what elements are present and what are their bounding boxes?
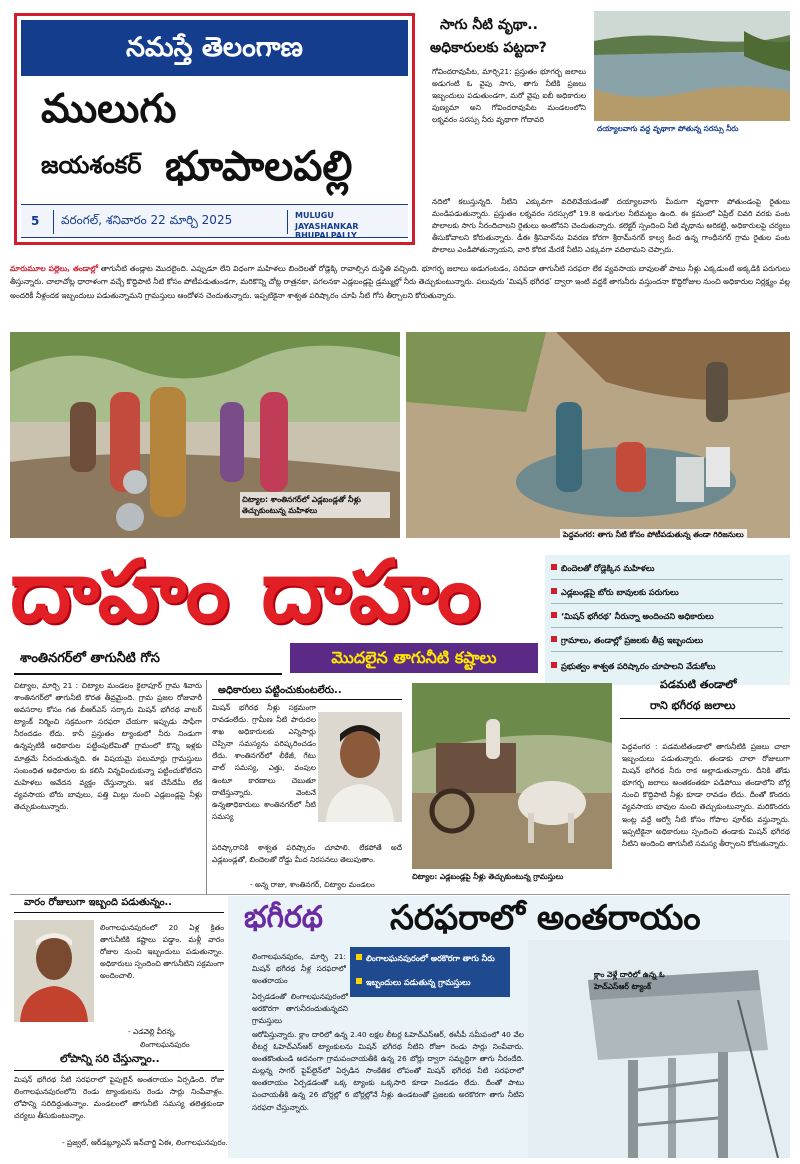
lead-highlight: మారుమూల పల్లెలు, తండాల్లో — [10, 264, 99, 273]
bullet-square-icon — [551, 662, 557, 668]
divider — [53, 210, 54, 234]
divider — [287, 210, 288, 234]
bullet-square-icon — [551, 564, 557, 570]
highlight-item: గ్రామాలు, తండాల్లో ప్రజలకు తీవ్ర ఇబ్బందులు — [551, 635, 703, 647]
highlight-item: లింగాలఘనపురంలో అరకొరగా తాగు నీరు — [356, 953, 495, 965]
dateline-bar — [21, 204, 408, 238]
page-number: 5 — [31, 214, 40, 228]
sub-headline-banner: మొదలైన తాగునీటి కష్టాలు — [290, 643, 538, 673]
divider — [14, 673, 282, 675]
english-district-line1: MULUGU — [295, 211, 334, 220]
english-district-line2: JAYASHANKAR BHUPALPALLY — [295, 222, 359, 240]
week-story-signature: - ఎడవెల్లి వీరన్న, — [128, 1027, 177, 1036]
bottom-story-body-2: ఏర్పడడంతో లింగాలఘనపురంలో అరకొరగా తాగునీరందుతున్నదని గ్రామస్తులు — [252, 992, 348, 1026]
divider — [620, 718, 790, 719]
right-story-body: పెద్దవంగర : పడమటితండాలో తాగునీటికి ప్రజలు చాలా ఇబ్బందులు పడుతున్నారు. తండాకు చాలా రోజులుగా మిషన్ భగీరథ నీరు రాక అల్లాడుతున్నారు. దీనికి తోడు భూగర్భ జలాలు అంతకంతకూ పడిపోయి తండాలోని బోర్ల నుంచి కొద్దిపాటి నీళ్లు కూడా రావడం లేదు. దీంతో కొందరు వ్యవసాయ బావుల నుంచి తెచ్చుకుంటున్నారు. మరికొందరు ఇంట్ల వద్దే ఆర్వో నీటి కోసం గోపాల పూర్‌కు వస్తున్నారు. ఇప్పటికైనా అధికారులు స్పందించి తండాకు మిషన్ భగీరథ నీటిని అందించి తాగునీటి సమస్య తీర్చాలని కోరుతున్నారు. — [622, 742, 790, 848]
officials-story-title: అధికారులు పట్టించుకుంటలేరు.. — [218, 685, 342, 696]
masthead — [14, 13, 415, 245]
water-tank-caption: క్లాం వెళ్లే దారిలో ఉన్న ఓ హెచ్‌ఎస్‌ఆర్ ట్యాంక్ — [594, 970, 665, 991]
bottom-story-title-2: సరఫరాలో అంతరాయం — [390, 898, 701, 938]
bottom-story-highlight-box — [350, 947, 510, 997]
bullock-cart-photo — [412, 683, 612, 869]
top-story-body-1: గోవిందరావుపేట, మార్చి21: ప్రస్తుతం భూగర్భ జలాలు అడుగంటి ఓ వైపు సాగు, తాగు నీటికి ప్రజలు ఇబ్బందులు పడుతుండగా, మరో వైపు ఐబీ అధికారుల పుణ్యమా అని గోవిందరావుపేట మండలంలోని లక్నవరం సరస్సు నీరు వృథాగా గోదావరి — [432, 67, 586, 125]
paper-name: నమస్తే తెలంగాణ — [21, 20, 408, 76]
person-portrait-photo — [318, 712, 402, 822]
officials-story-signature: - అన్న రాజు, శాంతినగర్, చిట్యాల మండలం — [250, 880, 375, 889]
district-name-bhupalpally: భూపాలపల్లి — [165, 142, 353, 190]
lead-body: తాగునీటి తండ్లాట మొదలైంది. ఎప్పుడూ లేని విధంగా మహిళలు బిందెలతో రోడ్లెక్కి రావాల్సిన దుస్థితి వచ్చింది. భూగర్భ జలాలు అడుగంటడం, సరిపడా తాగునీటి సరఫరా లేక వ్యవసాయ బావులతో పాటు నీళ్లు ఎక్కడుంటే అక్కడికి పరుగులు తీస్తున్నారు. చాలాచోట్ల ధారాళంగా వచ్చే కొద్దిపాటి నీటి కోసం పోటీపడుతుండగా, మరికొన్ని చోట్ల రాత్రనకా, పగలనకా ఎడ్లబండ్లపై డ్రమ్ముల్లో నీరు తెచ్చుకుంటున్నారు. పలువురు ‘మిషన్ భగీరథ’ ద్వారా ఇంటి వద్దకే తాగునీరు వస్తుందనా కొద్దిరోజుల నుంచి అధికారుల నిర్లక్ష్యం వల్ల అందరికీ నీళ్లందక ఇబ్బందులు పడుతున్నామని గ్రామస్తులు ఆందోళన చెందుతున్నారు. ఇప్పటికైనా శాశ్వత పరిష్కారం చూపి నీటి గోస తీర్చాలని కోరుతున్నారు. — [10, 264, 790, 300]
section-divider — [10, 894, 790, 895]
right-story-title-2: రాని భగీరథ జలాలు — [650, 699, 736, 712]
bottom-story-body-3: ఆరోపిస్తున్నారు. క్లాం దారిలో ఉన్న 2.40 లక్షల లీటర్ల ఓహెచ్‌ఎస్‌ఆర్, ఈసీపీ సమీపంలో 40 వేల లీటర్ల ఓహెచ్‌ఎస్‌ఆర్ ట్యాంకులను మిషన్ భగీరథ నీటిని రోజూ రెండు సార్లు నింపేవారు. అంతకొంతుండి అదనంగా గ్రామపంచాయతీకి ఉన్న 26 బోర్లు ద్వారా సమృద్ధిగా తాగు నీరందేది. మల్లన్న సాగర్ పైప్‌లైన్‌లో ఏర్పడిన సాంకేతిక లోపంతో మిషన్ భగీరథ నీటి సరఫరాలో అంతరాయం ఏర్పడడంతో ఒక్క ట్యాంకు ఒక్కసారి కూడా నిండడం లేదు. దీంతో పాటు పంచాయతీకి ఉన్న 26 బోర్లల్లో 6 బోర్లల్లోనే నీళ్లు ఉండటంతో ప్రజలకు అరకొరగా తాగు నీటిని సరఫరా చేస్తున్నారు. — [252, 1030, 524, 1112]
right-story-title-1: పడమటి తండాలో — [660, 678, 737, 691]
bullock-cart-caption: చిట్యాల: ఎడ్లబండ్లపై నీళ్లు తెచ్చుకుంటున్న గ్రామస్తులు — [412, 872, 564, 881]
divider — [551, 579, 783, 580]
week-story-body: లింగాలఘనపురంలో 20 ఏళ్ల క్రితం తాగునీటికి కష్టాలు పడ్డాం. మళ్లీ వారం రోజుల నుంచి ఇబ్బందులు పడుతున్నాం. అధికారులు స్పందించి తాగునీటిని సక్రమంగా అందించాలి. — [100, 923, 224, 981]
bottom-story-title-1: భగీరథ — [244, 900, 323, 935]
divider — [14, 912, 224, 913]
river-photo — [594, 11, 790, 121]
bottom-story-body-1: లింగాలఘనపురం, మార్చి 21: మిషన్ భగీరథ నీళ్ల సరఫరాలో అంతరాయం — [252, 952, 346, 986]
bullet-square-icon — [356, 978, 362, 984]
elderly-man-portrait-photo — [14, 920, 94, 1022]
highlight-item: ప్రభుత్వం శాశ్వత పరిష్కారం చూపాలని వేడుకోలు — [551, 661, 715, 673]
repair-story-title: లోపాన్ని సరి చేస్తున్నాం.. — [60, 1053, 160, 1065]
divider — [551, 627, 783, 628]
divider — [551, 651, 783, 652]
divider — [14, 1070, 224, 1071]
highlight-item: బిందెలతో రోడ్లెక్కిన మహిళలు — [551, 563, 654, 575]
bullet-square-icon — [356, 954, 362, 960]
left-story-body: చిట్యాల, మార్చి 21 : చిట్యాల మండలం కైలాపూర్ గ్రామ శివారు శాంతినగర్‌లో తాగునీటి కొరత తీవ్రమైంది. గ్రామ ప్రజల రోజువారీ అవసరాల కోసం గత బీఆర్‌ఎస్ సర్కారు మిషన్ భగీరథ వాటర్ ట్యాంక్ నిర్మించి సక్రమంగా సరఫరా చేయగా ఇప్పుడు సాఫీగా నీరందడం లేదు. కానీ ప్రస్తుతం ట్యాంకులో నీరు నిండుగా ఉన్నప్పటికీ అధికారుల పట్టింపులేమితో గ్రామంలో కొన్ని ఇళ్లకు మాత్రమే నీరందుతున్నది. ఈ విషయమై పలుమార్లు గ్రామస్తులు సంబంధిత అధికారుల కు కలిసి విన్నవించుకున్నా పట్టించుకోలేదని మహిళలు ఆవేదన వ్యక్తం చేస్తున్నారు. ఇక చేసేదేమీ లేక వ్యవసాయ బోరు బావులు, పత్తి మిల్లు నుంచి ఎడ్లబండ్లపై నీళ్లు తెచ్చుకుంటున్నారు. — [14, 681, 202, 811]
officials-story-body-2: పరిష్కారానికి శాశ్వత పరిష్కారం చూపాలి. లేకపోతే అదే ఎడ్లబండ్లతో, బిందెలతో రోడ్డు మీద నిరసనలు తెలుపుతాం. — [212, 843, 402, 865]
week-story-signature-place: లింగాలఘనపురం — [140, 1040, 190, 1049]
district-name-jayashankar: జయశంకర్ — [41, 151, 142, 179]
divider — [551, 603, 783, 604]
main-headline: దాహం దాహం — [10, 542, 482, 642]
top-story-body-2: నదిలో కలుస్తున్నది. నీటిని ఎక్కువగా వదిలివేయడంతో దయ్యాలవాగు మీదుగా వృథాగా పోతుండంపై రైతులు మండిపడుతున్నారు. ప్రస్తుతం లక్నవరం సరస్సులో 19.8 అడుగుల నీటిమట్టం ఉంది. ఈ క్రమంలో ఏప్రిల్ చివరి వరకు పంట పొలాలకు సాగు నీరందిచాలని రైతులు అంటోనని చెందుతున్నారు. కలెక్టర్ స్పందించి నీటి వృథాను అరికట్టి, అధికారులపై చర్యలు తీసుకోవాలని కోరుతున్నారు. డీఈ శ్రీనివాస్‌ను వివరణ కోరగా శ్రీరామ్‌నగర్ కాల్వ కింద ఉన్న గాంధీనగర్ గ్రామ రైతుల పంట పొలాలు ఎండిపోతున్నాయని, వారి కోరిక మేరకే నీటిని ఎక్కువగా వదిలామని చెప్పారు. — [432, 197, 790, 254]
district-name-mulugu: ములుగు — [41, 86, 177, 132]
villagers-collecting-water-caption: పెద్దవంగర: తాగు నీటి కోసం పోటీపడుతున్న తండా గిరిజనులు — [560, 529, 747, 542]
lead-paragraph — [10, 262, 790, 326]
officials-story-body: మిషన్ భగీరథ నీళ్లు సక్రమంగా రావడంలేదు. గ్రామీణ నీటి పారుదల శాఖ అధికారులకు ఎన్నిసార్లు చెప్పినా సమస్యను పరిష్కరించడం లేదు. శాంతినగర్‌లో లీకేజీ, గేటు వాల్ సమస్య, ఎత్తు, వంపుల ఉంటూ కారణాలు చెబుతూ దాటేస్తున్నారు. వెంటనే ఉన్నతాధికారులు శాంతినగర్‌లో నీటి సమస్య — [212, 703, 316, 821]
column-divider — [206, 680, 207, 894]
highlight-item: ఎడ్లబండ్లపై బోరు బావులకు పరుగులు — [551, 587, 679, 599]
week-story-title: వారం రోజులుగా ఇబ్బంది పడుతున్నం.. — [24, 897, 172, 908]
river-photo-caption: దయ్యాలవాగు వద్ద వృథాగా పోతున్న సరస్సు నీరు — [597, 124, 739, 133]
villagers-collecting-water-photo — [406, 332, 790, 538]
dateline: వరంగల్, శనివారం 22 మార్చి 2025 — [61, 213, 233, 227]
divider — [212, 699, 402, 700]
women-carrying-water-caption: చిట్యాల: శాంతినగర్‌లో ఎడ్లబండ్లతో నీళ్లు తెచ్చుకుంటున్న మహిళలు — [240, 492, 390, 518]
repair-story-body: మిషన్ భగీరథ నీటి సరఫరాలో పైపులైన్ అంతరాయం ఏర్పడింది. రోజు లింగాలఘనపురంలోని రెండు ట్యాంకులను రెండు సార్లు నింపేవాళ్లం. లోపాన్ని సరిదిద్దుతున్నాం. మండలంలో తాగునీటి సమస్య తలెత్తకుండా చర్యలు తీసుకుంటున్నాం. — [14, 1075, 224, 1121]
top-story-headline-1: సాగు నీటి వృథా.. — [440, 17, 538, 33]
highlights-box — [545, 555, 790, 685]
bullet-square-icon — [551, 612, 557, 618]
bullet-square-icon — [551, 636, 557, 642]
bullet-square-icon — [551, 588, 557, 594]
repair-story-signature: - ప్రజ్వల్, ఆర్‌డబ్ల్యూఎస్ ఇన్‌చార్జి ఏఈ, లింగాలఘనపురం. — [62, 1138, 228, 1147]
highlight-item: ‘మిషన్ భగీరథ’ నీరున్నా అందించని అధికారులు — [551, 611, 714, 623]
top-story-headline-2: అధికారులకు పట్టదా? — [430, 40, 547, 56]
highlight-item: ఇబ్బందులు పడుతున్న గ్రామస్తులు — [356, 977, 471, 989]
left-story-title: శాంతినగర్‌లో తాగునీటి గోస — [20, 651, 160, 666]
